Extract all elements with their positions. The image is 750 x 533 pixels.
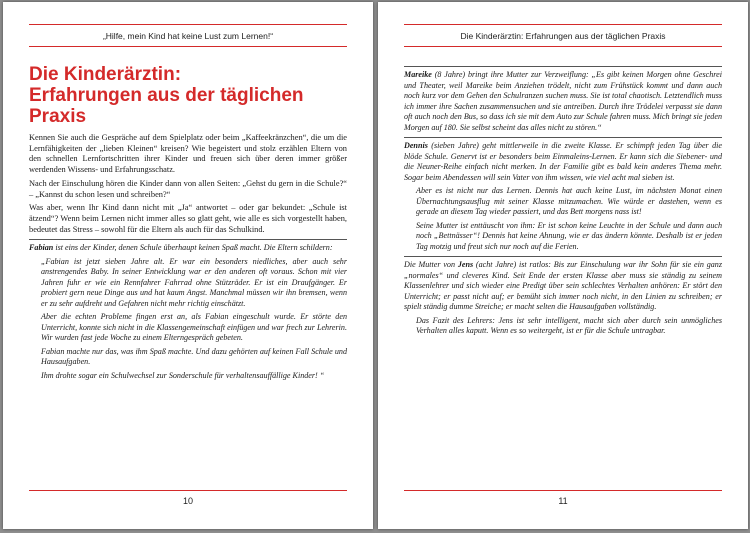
case-name: Jens [457, 260, 474, 269]
quote-paragraph: Seine Mutter ist enttäuscht von ihm: Er ist schon keine Leuchte in der Schule und dann auch noch „Bettnässer“! Dennis hat keine Ahnung, wie er das ändern könnte. Deshalb ist er jeden Tag motzig und freut sich nur noch auf die Ferien. [416, 220, 722, 251]
running-header: Die Kinderärztin: Erfahrungen aus der täglichen Praxis [460, 31, 666, 41]
header-rule-top [404, 24, 722, 25]
header-rule-bottom [404, 46, 722, 47]
quote-paragraph: Das Fazit des Lehrers: Jens ist sehr intelligent, macht sich aber durch sein unmögliches Verhalten alles kaputt. Wenn es so weitergeht, ist er für die Schule untragbar. [416, 315, 722, 335]
quote-paragraph: Aber die echten Probleme fingen erst an, als Fabian eingeschult wurde. Er störte den Unterricht, konnte sich nicht in die Klassengemeinschaft einfügen und war frech zur Lehrerin. Wir wurden fast jede Woche zu einem Elterngespräch gebeten. [41, 312, 347, 343]
case-name: Mareike [404, 70, 432, 79]
case-quote [404, 316, 722, 337]
intro-text [29, 133, 347, 235]
left-content [29, 64, 347, 384]
running-header: „Hilfe, mein Kind hat keine Lust zum Lernen!“ [102, 31, 274, 41]
footer-rule [404, 490, 722, 491]
case-text: (acht Jahre) ist ratlos: Bis zur Einschulung war ihr Sohn für sie ein ganz „normales“ und cleveres Kind. Seit Ende der ersten Klasse aber muss sie ständig zu seinem Klassenlehrer und sich wieder eine Predigt über sein schlechtes Verhalten anhören: Er stört den Unterricht; er passt nicht auf; er bemüht sich immer noch nicht, in den Linien zu schreiben; er spielt ständig dumme Streiche; er macht selten die Hausaufgaben vollständig. [404, 260, 722, 311]
header-rule-bottom [29, 46, 347, 47]
intro-paragraph: Nach der Einschulung hören die Kinder dann von allen Seiten: „Gehst du gern in die Schule?“ – „Kannst du schon lesen und schreiben?“ [29, 178, 347, 199]
chapter-title-line1: Die Kinderärztin: [29, 64, 182, 85]
right-content [404, 66, 722, 340]
page-number: 10 [182, 496, 193, 506]
left-page [3, 2, 373, 529]
page-number: 11 [558, 496, 568, 506]
intro-paragraph: Kennen Sie auch die Gespräche auf dem Spielplatz oder beim „Kaffeekränzchen“, die um die Lernfähigkeiten der „lieben Kleinen“ kreisen? Wie begeistert und stolz erzählen Eltern von den schnellen Lernfortschritten ihrer Kinder und freuen sich über deren immer größer werdenden Wissens- und Erfahrungsschatz. [29, 133, 347, 175]
case-dennis [404, 137, 722, 252]
case-fabian [29, 239, 347, 381]
case-lead: ist eins der Kinder, denen Schule überhaupt keinen Spaß macht. Die Eltern schildern: [53, 243, 333, 253]
case-text: (8 Jahre) bringt ihre Mutter zur Verzweiflung: „Es gibt keinen Morgen ohne Geschrei und Theater, weil Mareike beim Anziehen trödelt, nicht zum Frühstück kommt und dann auch noch kurz vor dem Gehen den Schulranzen suchen muss. Sie ist total chaotisch. Letztendlich muss ich immer ihre Sachen zusammensuchen und sie antreiben. Durch ihre Trödelei verpasst sie dann oft auch noch den Bus, so dass ich sie mit dem Auto zur Schule fahren muss. Mich bringt sie jeden Morgen auf 180. Sie selbst scheint das alles nicht zu stören.“ [404, 70, 722, 132]
case-jens [404, 256, 722, 337]
footer-rule [29, 490, 347, 491]
case-pre: Die Mutter von [404, 260, 458, 269]
quote-paragraph: Aber es ist nicht nur das Lernen. Dennis hat auch keine Lust, im nächsten Monat einen Übernachtungsausflug mit seiner Klasse mitzumachen. Wie würde er dastehen, wenn es gerade an diesem Tag wieder passiert, und das Bett morgens nass ist! [416, 186, 722, 216]
chapter-title [29, 64, 347, 127]
case-quote [29, 257, 347, 382]
case-mareike [404, 66, 722, 133]
right-page [378, 2, 748, 529]
quote-paragraph: „Fabian ist jetzt sieben Jahre alt. Er war ein besonders niedliches, aber auch sehr anstrengendes Baby. In seiner Entwicklung war er den anderen oft voraus. Schon mit vier Jahren fuhr er wie ein Rennfahrer Fahrrad ohne Stützräder. Er ist ein Draufgänger. Er probiert gern neue Dinge aus und hat kaum Angst. Manchmal müssen wir ihn bremsen, wenn er zu sehr aufdreht und Gefahren nicht mehr richtig einschätzt. [41, 256, 347, 308]
case-text: (sieben Jahre) geht mittlerweile in die zweite Klasse. Er schimpft jeden Tag über die blöde Schule. Genervt ist er besonders beim Einmaleins-Lernen. Er kann sich die Siebener- und die Neuner-Reihe einfach nicht merken. In der Familie gibt es bald kein anderes Thema mehr. Sogar beim Abendessen will sein Vater von ihm wissen, wie viel acht mal sieben ist. [404, 141, 722, 182]
chapter-title-line2: Erfahrungen aus der täglichen Praxis [29, 85, 304, 127]
quote-paragraph: Ihm drohte sogar ein Schulwechsel zur Sonderschule für verhaltensauffällige Kinder! “ [41, 370, 325, 380]
case-name: Dennis [404, 141, 428, 150]
header-rule-top [29, 24, 347, 25]
case-quote [404, 186, 722, 252]
case-name: Fabian [29, 243, 54, 253]
quote-paragraph: Fabian machte nur das, was ihm Spaß machte. Und dazu gehörten auf keinen Fall Schule und Hausaufgaben. [41, 346, 347, 367]
intro-paragraph: Was aber, wenn Ihr Kind dann nicht mit „Ja“ antwortet – oder gar bekundet: „Schule ist ätzend“? Wenn beim Lernen nicht immer alles so glatt geht, wie alle es sich vorgestellt haben, bedeutet das Stress – sowohl für die Eltern als auch für das Schulkind. [29, 203, 347, 234]
